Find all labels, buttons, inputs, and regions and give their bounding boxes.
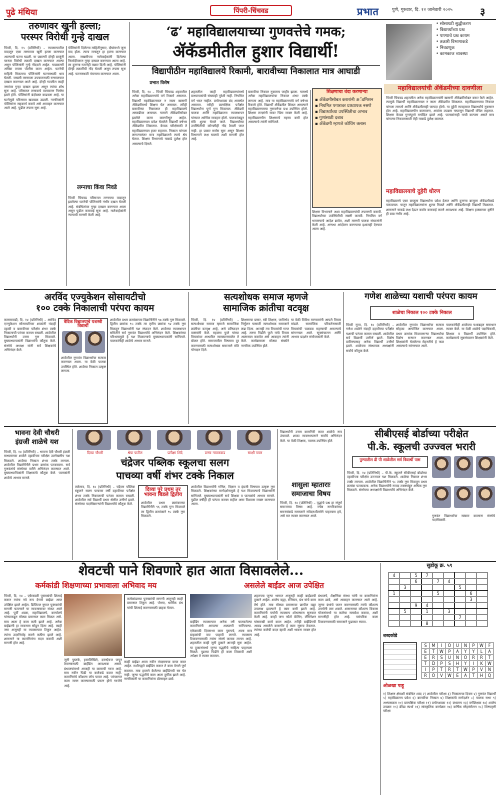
word-search-cell: T — [470, 673, 478, 679]
satyashodhak-body-1: पिंपरी, दि. १४ (प्रतिनिधी) – सत्यशोधक समाज म्हणजे सामाजिक क्रांतीचा वटवृक्ष आहे, असे प्रतिपादन वक्त्यांनी केले. महात्मा फुले यांच्या विचारांवर आधारित व्याख्यानमालेत ते बोलत होते. समाजातील विषमता दूर करण्यासाठी सत्यशोधक समाजाने मोठे योगदान दिले. — [191, 318, 239, 353]
topper-name: दिव्या चौधरी — [86, 451, 104, 455]
word-search-cell: I — [470, 661, 478, 667]
cbse-photo-caption: गुणवंत विद्यार्थ्यांचा सत्कार करताना संस्थेचे पदाधिकारी. — [432, 514, 495, 523]
word-search-cell: P — [438, 661, 446, 667]
mid-body-top: विद्यार्थ्यांनी उत्तम कामगिरी करत शाळेचे नाव उंचावले. शाळा व्यवस्थापनाने सर्वांचे अभिनंदन केले. या वेळी शिक्षक, पालक उपस्थित होते. — [280, 430, 342, 443]
toppers-strip — [75, 429, 275, 457]
ganesh-sub-box — [370, 306, 474, 320]
lead-headline: ॲकॅडमीतील हुशार विद्यार्थी! — [172, 41, 340, 61]
crossword-art — [383, 642, 419, 682]
binder-photo-2 — [190, 594, 252, 618]
highlight-point: ▪ गुणांसाठी दबाव — [315, 115, 344, 121]
lead-byline: प्रभात विशेष — [149, 81, 170, 86]
word-search-row — [422, 649, 494, 655]
word-search-cell: Q — [486, 673, 494, 679]
word-search-cell: A — [486, 649, 494, 655]
satyashodhak-headline-2: सामाजिक क्रांतीचा वटवृक्ष — [223, 303, 309, 314]
sudoku-cell: 5 — [400, 609, 411, 615]
bottom-sub-2: असलेले बाईंडर आज उपेक्षित — [244, 581, 324, 590]
student-photo — [62, 331, 82, 353]
bottom-body-5: शहराच्या जुन्या भागात अजूनही काही बाईंडरची दुकाने आहेत. शालेय वह्या, रजिस्टर, ग्रंथ यांचे काम तेथे होते. मात्र मोठ्या प्रमाणावर छापील वह्या उपलब्ध झाल्याने हे काम कमी झाले आहे. कारागिरांनी पर्यायी व्यवसाय शोधण्यास सुरुवात केली आहे. काही जण फोटो फ्रेमिंग, लॅमिनेशन यांसारखी कामे करत आहेत. तरीही बाईंडिंगची आवड असलेले कारागीर हे काम सुरूच ठेवतात. त्यांच्या कलेची कदर व्हावी अशी भावना व्यक्त होत आहे. — [254, 594, 316, 637]
word-search-cell: U — [446, 655, 454, 661]
topper-name: प्रणव गायकवाड — [204, 451, 226, 455]
column-divider — [344, 429, 345, 560]
puzzle-clues: १) शिक्षण क्षेत्राशी संबंधित शब्द २) शाळेतील परीक्षा ३) निकालाचा दिवस ४) गुणवंत विद्यार्थी ५) महाविद्यालय प्रवेश ६) बारावीचा निकाल ७) शिक्षकांचे मार्गदर्शन ८) पालक सभा ९) अभ्यासक्रम १०) प्रात्यक्षिक परीक्षा ११) प्रयोगशाळा १२) ग्रंथालय १३) वर्गशिक्षक १४) शालेय उपक्रम १५) क्रीडा स्पर्धा १६) सांस्कृतिक कार्यक्रम १७) वार्षिक स्नेहसंमेलन १८) शिष्यवृत्ती परीक्षा — [383, 692, 496, 714]
cbse-body: पिंपरी, दि. १४ (प्रतिनिधी) – पी.के. स्कूलने सीबीएसई बोर्डाच्या दहावीच्या परीक्षेत उज्ज्वल यश मिळवले. शाळेचा निकाल शंभर टक्के लागला. शाळेतील विद्यार्थिनीने ९८ टक्के गुण मिळवून प्रथम क्रमांक पटकावला. अनेक विद्यार्थ्यांनी नव्वद टक्क्यांहून अधिक गुण मिळवले. संस्थेच्या अध्यक्षांनी विद्यार्थ्यांचे अभिनंदन केले. — [347, 471, 427, 493]
word-search-cell: S — [438, 655, 446, 661]
word-search-cell: S — [422, 643, 430, 649]
student-photo — [476, 486, 495, 508]
word-search-row — [422, 673, 494, 679]
right-list-item: • सोसायटी सुद्धीकरण — [436, 22, 471, 27]
word-search-cell: Y — [462, 649, 470, 655]
word-search-cell: O — [430, 673, 438, 679]
issue-date: पुणे, गुरुवार, दि. १२ जानेवारी २०२५ — [392, 8, 453, 13]
column-divider — [66, 46, 67, 286]
edition-label: पिंपरी-चिंचवड — [233, 7, 269, 15]
lead-kicker: ‘ढ’ महाविद्यालयाच्या गुणवत्तेचे गमक; — [166, 25, 346, 40]
word-search-cell: E — [422, 655, 430, 661]
word-search-cell: R — [430, 655, 438, 661]
cbse-sub-box — [352, 456, 428, 468]
topper-photo — [197, 430, 231, 450]
sudoku-cell: 3 — [466, 597, 477, 603]
banner-body-1: तळेगाव, दि. १४ (प्रतिनिधी) – चंद्रेजर पब्लिक स्कूलने सलग पाचव्या वर्षी दहावीच्या परीक्षेत शंभर टक्के निकालाची परंपरा कायम राखली. शाळेतील सर्व विद्यार्थी प्रथम श्रेणीत उत्तीर्ण झाले. संस्थेच्या पदाधिकाऱ्यांनी विद्यार्थ्यांचे कौतुक केले. — [75, 485, 135, 507]
word-search-cell: T — [422, 661, 430, 667]
word-search-row — [422, 667, 494, 673]
word-search-cell: D — [430, 661, 438, 667]
arvind-headline: अरविंद एज्युकेशन सोसायटीचो — [44, 292, 146, 303]
sudoku-cell: 5 — [433, 591, 444, 597]
word-search-cell: H — [478, 673, 486, 679]
satyashodhak-body-2: शिक्षणाचा प्रसार, स्त्री शिक्षण, जातिभेद निर्मूलन यासाठी सत्यशोधक समाजाने लढा दिला. आजही त्या विचारांची गरज आहे. तरुण पिढीने फुले यांचे विचार आत्मसात करावेत असे आवाहन त्यांनी केले. कार्यक्रमाला मोठ्या संख्येने नागरिक उपस्थित होते. — [241, 318, 289, 348]
lead-highlight-box — [312, 88, 382, 208]
highlight-point: ▪ ॲकॅडमीसोबत करारांनी अॅडमिशन — [315, 97, 374, 103]
sudoku-cell — [400, 621, 411, 627]
word-search-cell: U — [454, 643, 462, 649]
word-search-cell: W — [478, 643, 486, 649]
topper-name: साक्षी पवार — [247, 451, 263, 455]
bottom-body-3: काही बाईंडर आता नवीन तंत्रज्ञानाचा वापर करत आहेत. मशीनद्वारे बाईंडिंग करून ते काम वेगाने पूर्ण करतात. मात्र हाताने केलेल्या बाईंडिंगची सर येत नाही. जुन्या पद्धतीचे काम आता दुर्मीळ झाले आहे. नागरिकांनी या कारागिरांना प्रोत्साहन द्यावे. — [124, 660, 186, 682]
sudoku-cell: 1 — [389, 591, 400, 597]
word-search — [421, 642, 494, 679]
word-search-cell: M — [430, 643, 438, 649]
left-top-body-1: पिंपरी, दि. १५ (प्रतिनिधी) – व्यवसायातील वादातून एका तरुणावर खुनी हल्ला करण्यात आल्याची घटना घडली. या प्रकरणी दोन्ही बाजूंनी परस्पर विरोधी तक्रारी दाखल करण्यात आल्या असून पोलिसांनी गुन्हे नोंदवले आहेत. याप्रकरणी अधिक तपास पोलीस करत आहेत. घटनेची माहिती मिळताच पोलिसांनी घटनास्थळी धाव घेतली. जखमी तरुणाला उपचारासाठी रुग्णालयात दाखल करण्यात आले आहे. दोन्ही गटातील काही जणांवर गुन्हा दाखल झाला असून त्यांचा शोध सुरू आहे. परिसरात तणावाचे वातावरण निर्माण झाले होते. पोलिसांनी बंदोबस्त वाढवला आहे. या घटनेमुळे परिसरात खळबळ उडाली. नागरिकांनी पोलिसांना सहकार्य करावे असे आवाहन करण्यात आले आहे. पुढील तपास सुरू आहे. — [4, 46, 64, 111]
masthead-rule — [4, 19, 496, 20]
column-divider — [246, 90, 247, 286]
sudoku-cell: 5 — [455, 585, 466, 591]
column-divider — [277, 429, 278, 560]
lead-body-1: पिंपरी, दि. १४ – पिंपरी चिंचवड शहरातील अनेक महाविद्यालयांचे वर्ग रिकामे असतात. विद्यार्थी महाविद्यालयात न जाता खासगी ॲकॅडमीमध्ये शिक्षण घेत असतात. तरीही बारावीच्या निकालात ही महाविद्यालये आघाडीवर असतात. यामागे ॲकॅडमीसोबत झालेले करार कारणीभूत आहेत. महाविद्यालयात प्रवेश घेतलेले विद्यार्थी वर्षभर ॲकॅडमीत शिकतात. केवळ परीक्षेसाठी ते महाविद्यालयात हजर राहतात. निकाल चांगला लागल्यानंतर मात्र महाविद्यालये त्याचे श्रेय घेतात. शिक्षण विभागाचे याकडे दुर्लक्ष होत असल्याचे दिसते. — [132, 90, 187, 146]
column-divider — [310, 90, 311, 286]
banner-headline-2: पाचव्या वर्षी शंभर टक्के निकाल — [116, 470, 234, 482]
cbse-headline-2: पी.के. स्कूलची उज्ज्वल भरारी — [367, 442, 476, 453]
bhavana-body: पिंपरी, दि. १४ (प्रतिनिधी) – भावना देवी चौधरी इंग्रजी माध्यमाच्या शाळेने दहावीच्या परीक्षेत उल्लेखनीय यश मिळवले. शाळेचा निकाल शंभर टक्के लागला. शाळेतील विद्यार्थिनीने प्रथम क्रमांक पटकावला. सर्व गुणवंतांचे संस्थेच्या वतीने अभिनंदन करण्यात आले. मुख्याध्यापिकांनी शिक्षकांचे कौतुक केले. पालकांनी शाळेचे आभार मानले. — [4, 450, 70, 480]
student-photo — [432, 486, 451, 508]
highlight-title: शिक्षणाचा धंदा करणाऱ्या — [326, 90, 368, 95]
sudoku-title: सुडोकू क्र. ५९ — [426, 563, 453, 569]
topper-photo — [237, 430, 271, 450]
highlight-point: ▪ ॲकॅडमी म्हणजे कोचिंग क्लास — [315, 121, 366, 127]
student-photo — [454, 486, 473, 508]
vaidik-body: शाळेतील गुणवंत विद्यार्थ्यांचा सत्कार करण्यात आला. या वेळी पालक उपस्थित होते. शाळेचा निकाल उत्कृष्ट लागला. — [61, 356, 106, 373]
word-search-cell: K — [478, 661, 486, 667]
lead-body-3: बारावीचा निकाल नुकताच जाहीर झाला. यामध्ये अनेक महाविद्यालयांचा निकाल शंभर टक्के लागला आहे. मात्र या महाविद्यालयांचे वर्ग वर्षभर रिकामे होते. विद्यार्थी ॲकॅडमीत शिकत असल्याने महाविद्यालयाच्या गुणवत्तेचा प्रश्न उपस्थित होतो. शिक्षण तज्ज्ञांनी यावर चिंता व्यक्त केली आहे. महाविद्यालयीन शिक्षणाचे महत्त्व कमी होत असल्याचे त्यांनी सांगितले. — [248, 90, 308, 125]
student-photo — [454, 456, 473, 478]
bottom-body-4: बाईंडिंग व्यवसायात अनेक वर्षे घालवलेल्या कारागिरांनी आपल्या आठवणी सांगितल्या. एकेकाळी दिवसभर काम पुरायचे, आता मात्र ग्राहकांची वाट पाहावी लागते. व्यवसाय टिकवण्यासाठी त्यांना संघर्ष करावा लागत आहे. शहरातील काही जुनी दुकाने आजही सुरू आहेत. या दुकानांमध्ये जुन्या पद्धतीचे साहित्य पाहायला मिळते. पुढच्या पिढीने ही कला शिकावी अशी अपेक्षा ते व्यक्त करतात. — [190, 620, 252, 659]
sudoku-cell: 5 — [411, 573, 422, 579]
side-body-2: महाविद्यालये एका बाजूला विद्यार्थ्यांना प्रवेश देतात आणि दुसऱ्या बाजूला ॲकॅडमीकडे पाठवतात. यातून महाविद्यालयांना शुल्क मिळते आणि ॲकॅडमीलाही विद्यार्थी मिळतात. शासनाने याकडे लक्ष देऊन कठोर कारवाई करणे आवश्यक आहे. शिक्षण हक्काच्या दृष्टीने ही बाब गंभीर आहे. — [386, 199, 494, 216]
mid-headline: शासुला म्हाताराः — [291, 481, 331, 489]
sudoku-cell: 4 — [422, 603, 433, 609]
side-body-1: पिंपरी चिंचवड शहरातील अनेक महाविद्यालयांनी खासगी ॲकॅडमींसोबत करार केले आहेत. त्यामुळे विद्यार्थी महाविद्यालयात न जाता ॲकॅडमीत शिकतात. महाविद्यालयाचा निकाल चांगला लागतो आणि ॲकॅडमीलाही फायदा होतो. या दुहेरी व्यवहारात विद्यार्थ्यांचे नुकसान होत आहे. महाविद्यालयीन वातावरण, अवांतर उपक्रम यापासून विद्यार्थी वंचित राहतात. शिक्षण केवळ गुणांपुरते मर्यादित झाले आहे. पालकांनाही याची कल्पना असते मात्र चांगल्या निकालासाठी तेही याकडे दुर्लक्ष करतात. — [386, 96, 494, 122]
ganesh-headline: गणेश शाळेच्या यशाची परंपरा कायम — [364, 292, 478, 302]
sudoku-cell: 6 — [466, 591, 477, 597]
ganesh-body-3: पालकांनीही शाळेच्या यशाबद्दल समाधान व्यक्त केले. या वेळी शाळेचे पदाधिकारी, शिक्षक व विद्यार्थी उपस्थित होते. कार्यक्रमाचे सूत्रसंचालन शिक्षकांनी केले. — [446, 323, 496, 340]
column-divider — [72, 429, 73, 560]
crossword-grid — [383, 642, 417, 680]
word-search-row — [422, 661, 494, 667]
sudoku-cell: 8 — [422, 621, 433, 627]
side-heading-bar — [384, 84, 496, 94]
lead-rule — [132, 65, 380, 66]
word-search-cell: T — [430, 649, 438, 655]
column-divider — [129, 22, 130, 286]
word-search-cell: A — [462, 673, 470, 679]
side-subheading: महाविद्यालयाचे दुहेरी धोरण — [386, 189, 441, 195]
word-search-cell: W — [462, 667, 470, 673]
story-headline-2: परस्पर विरोधी गुन्हे दाखल — [20, 31, 110, 43]
right-list-item: • निवडणूक — [436, 46, 455, 51]
mid-body: पिंपरी, दि. १४ (प्रतिनिधी) – वृद्धांचे प्रश्न हा संपूर्ण समाजाचा विषय आहे. ज्येष्ठ नागरिकांच्या समस्यांकडे समाजाने संवेदनशीलतेने पाहायला हवे, असे मत व्यक्त करण्यात आले. — [280, 501, 342, 518]
right-list-item: • कामकाज व्यवस्था — [436, 52, 468, 57]
topper-name: प्रतीक्षा शिंदे — [167, 451, 183, 455]
cbse-headline: सीबीएसई बोर्डाच्या परीक्षेत — [374, 429, 469, 440]
word-search-cell: T — [438, 667, 446, 673]
college-photo — [386, 24, 432, 80]
sudoku-cell: 4 — [389, 573, 400, 579]
sudoku-cell: 3 — [400, 585, 411, 591]
lead-body-4: शिक्षण विभागाने अशा महाविद्यालयांची तपासणी करावी. विद्यार्थ्यांच्या उपस्थितीची सक्ती करावी. नियमित वर्ग भरवण्याचे आदेश द्यावेत, अशी मागणी पालक संघटनांनी केली आहे. अन्यथा आंदोलन करण्याचा इशाराही देण्यात आला आहे. — [312, 210, 382, 232]
cbse-photos — [430, 456, 496, 558]
column-divider — [189, 90, 190, 286]
sudoku-cell — [389, 621, 400, 627]
sudoku-cell: 7 — [455, 615, 466, 621]
topper-box — [138, 485, 188, 558]
topper-photo — [117, 430, 151, 450]
word-search-cell: T — [486, 655, 494, 661]
word-search-cell: W — [486, 661, 494, 667]
right-list-item: • विद्यार्थ्यांच्या प्रश्न — [436, 28, 465, 33]
topper-photo — [157, 430, 191, 450]
highlight-point: ▪ विद्यार्थ्यांच्या उपस्थितीचा अभाव — [315, 109, 368, 115]
word-search-cell: E — [454, 673, 462, 679]
bottom-body-1: पिंपरी, दि. १४ – एकेकाळी पुस्तकांची शिलाई करून त्यांना नवे रूप देणारे बाईंडर आज उपेक्षित झाले आहेत. डिजिटल युगात पुस्तकांची मागणी घटल्याने या व्यवसायावर संकट आले आहे. पूर्वी शाळा, महाविद्यालये, कार्यालये यांच्याकडून मोठ्या प्रमाणात काम मिळत असे. मात्र आता हे काम कमी झाले आहे. अनेक बाईंडरनी हा व्यवसाय सोडून दिला आहे. काही जण अजूनही या व्यवसायात टिकून आहेत. त्यांना उदरनिर्वाह करणे कठीण झाले आहे. शासनाने या कारागिरांना मदत करावी अशी मागणी होत आहे. — [4, 594, 62, 646]
word-search-cell: T — [454, 667, 462, 673]
left-top-body-2: पोलिसांनी दिलेल्या माहितीनुसार, दोघांमध्ये जुना वाद होता. त्याच रागातून हा हल्ला करण्यात आला. जखमीच्या नातेवाईकांनी दिलेल्या फिर्यादीवरून गुन्हा दाखल करण्यात आला आहे. तर दुसऱ्या गटानेही तक्रार दिली आहे. पोलिसांनी दोन्ही तक्रारींची नोंद घेतली असून तपास सुरू आहे. घटनास्थळी पंचनामा करण्यात आला. — [68, 46, 126, 76]
banner-headline: चंद्रेजर पब्लिक स्कूलचा सलग — [120, 457, 230, 469]
brand-logo: प्रभात — [357, 7, 379, 18]
word-search-cell: W — [438, 649, 446, 655]
topper-photo — [77, 430, 111, 450]
word-search-cell: O — [446, 643, 454, 649]
sudoku-cell: 7 — [433, 579, 444, 585]
crossword-title: शब्दकोडे — [383, 634, 398, 639]
right-list-item: • पाण्याचे प्रश्न कायम — [436, 34, 470, 39]
word-search-cell: V — [438, 673, 446, 679]
word-search-table — [421, 642, 494, 679]
lead-body-2: शहरातील काही महाविद्यालयांमध्ये प्राध्यापकांची संख्याही पुरेशी नाही. नियमित वर्ग भरत नाहीत. प्रयोगशाळा बंद अवस्थेत असतात. तरीही प्रात्यक्षिक परीक्षेत विद्यार्थ्यांना पूर्ण गुण मिळतात. ॲकॅडमी चालक आणि महाविद्यालय व्यवस्थापन यांच्यात आर्थिक व्यवहार होतो. पालकांकडून मोठे शुल्क घेतले जाते. विद्यार्थ्यांच्या उपस्थितीची कोणतीही नोंद ठेवली जात नाही. हा प्रकार सर्रास सुरू असून शिक्षण विभागाने लक्ष घालावे अशी मागणी होत आहे. — [191, 90, 244, 142]
word-search-cell: V — [478, 667, 486, 673]
word-search-cell: F — [486, 643, 494, 649]
banner-body-2: शाळेतील विद्यार्थ्यांनी गणित, विज्ञान व इंग्रजी विषयात उत्कृष्ट गुण मिळवले. शिक्षकांच्या मार्गदर्शनामुळे हे यश मिळाल्याचे विद्यार्थ्यांनी सांगितले. मुख्याध्यापकांनी सर्व शिक्षक व पालकांचे आभार मानले. पुढील वर्षीही ही परंपरा कायम राहील असा विश्वास व्यक्त करण्यात आला. — [191, 485, 275, 507]
satyashodhak-headline: सत्यशोधक समाज म्हणजे — [224, 292, 308, 303]
bottom-headline: शेवटची पाने शिवणारे हात आता विसावलेले... — [78, 563, 304, 579]
sudoku-cell — [433, 621, 444, 627]
word-search-cell: R — [478, 655, 486, 661]
lead-subhead: विद्यापीठीन महाविद्यालये रिकामी, बारावीच्या निकालात मात्र आघाडी — [151, 67, 361, 77]
side-headline: लग्नाचा किंवा निवडे — [77, 185, 117, 191]
ganesh-body-2: शाळेतील गुणवंत विद्यार्थ्यांचा सत्कार सोहळा आयोजित करण्यात आला. प्रथम क्रमांक मिळवणाऱ्या विद्यार्थ्याचा विशेष सन्मान करण्यात आला. शिक्षकांनी घेतलेल्या मेहनतीचे हे फळ असल्याचे सांगण्यात आले. — [396, 323, 444, 349]
vaidik-photo-box — [58, 318, 108, 424]
word-search-cell: S — [446, 661, 454, 667]
sudoku-cell — [444, 621, 455, 627]
bottom-body-6: ग्रंथालये, शैक्षणिक संस्था यांनी या कारागिरांना काम द्यावे, असे आवाहन करण्यात आले आहे. जुन्या ग्रंथांचे जतन करण्यासाठी त्यांचे कौशल्य उपयोगी ठरू शकते. शासनाच्या कौशल्य विकास योजनांमध्ये या कलेचा समावेश करावा, अशी मागणीही होत आहे. पारंपरिक कला टिकवण्यासाठी समाजाने पुढाकार घ्यावा. — [318, 594, 378, 624]
bhavana-headline-2: इंग्रजी शाळेचे यश — [15, 438, 59, 446]
arvind-body-2: शाळेतील प्रथम क्रमांकाच्या विद्यार्थिनीने ९७ टक्के गुण मिळवले. द्वितीय क्रमांक ९५ टक्के तर तृतीय क्रमांक ९४ टक्के गुण मिळवून विद्यार्थ्यांनी यश संपादन केले. शाळेच्या व्यवस्थापन समितीने सर्व गुणवंत विद्यार्थ्यांचे अभिनंदन केले. शिक्षकांच्या परिश्रमामुळे हे यश मिळाल्याचे मुख्याध्यापकांनी सांगितले. पालकांनीही शाळेचे आभार मानले. — [110, 318, 186, 344]
sudoku-cell — [477, 621, 488, 627]
bottom-info-text: कर्मकांडाच्या पुस्तकांची मागणी अजूनही काही प्रमाणात टिकून आहे. पोथ्या, धार्मिक ग्रंथ यांची शिलाई करण्यासाठी ग्राहक येतात. — [127, 597, 183, 610]
bottom-body-2: जुनी पुस्तके, हस्तलिखिते, दस्तऐवज जपून ठेवण्यासाठी बाईंडिंग आवश्यक असते. ग्रंथालयांमध्ये आजही या कामाची गरज आहे. मात्र नवीन पिढी या कलेकडे वळत नाही. कारागिरांचे कौशल्य लोप पावत आहे. परंपरागत कला जतन करण्यासाठी प्रयत्न होणे गरजेचे आहे. — [64, 658, 122, 688]
sudoku-cell: 6 — [411, 579, 422, 585]
word-search-cell: P — [446, 649, 454, 655]
sudoku-cell: 4 — [444, 579, 455, 585]
word-search-cell: P — [430, 667, 438, 673]
word-search-cell: Y — [470, 649, 478, 655]
column-divider — [343, 292, 344, 424]
student-photo — [476, 456, 495, 478]
word-search-heading: ओळखा पाहू — [383, 684, 404, 689]
word-search-cell: E — [422, 649, 430, 655]
satyashodhak-body-3: या वेळी विविध मान्यवरांनी आपले विचार मांडले. सामाजिक परिवर्तनासाठी विचारांची चळवळ महत्त्वाची असल्याचे सांगण्यात आले. सूत्रसंचालन आणि आभार प्रदर्शन संयोजकांनी केले. — [291, 318, 341, 340]
sudoku-cell — [466, 621, 477, 627]
word-search-cell: P — [470, 667, 478, 673]
student-photo — [85, 331, 105, 353]
section-label: पुढे मंथिया — [6, 7, 38, 17]
ganesh-sub: शाळेचा निकाल १०० टक्के निकाल — [392, 310, 452, 316]
topper-box-text: दिव्या पुरे प्रथम तर भावना बिडले द्वितीय — [144, 487, 182, 499]
word-search-cell: P — [470, 643, 478, 649]
word-search-cell: I — [422, 667, 430, 673]
topper-name: श्रेया पाटील — [127, 451, 143, 455]
sudoku-cell — [411, 621, 422, 627]
cbse-sub: पुण्यातील डी पी शाळेतील सर्व विद्यार्थी पास — [359, 457, 421, 462]
sudoku-cell: 9 — [411, 603, 422, 609]
topper-box-body: शाळेतील प्रथम क्रमांकाच्या विद्यार्थिनीने ९६ टक्के गुण मिळवले तर द्वितीय क्रमांकाने ९५ टक्के गुण मिळवले. — [141, 500, 185, 518]
bottom-info-box — [124, 594, 186, 658]
sudoku-table — [388, 572, 488, 627]
side-heading: महाविद्यालयांची ॲकॅडमीच्या दावणीला — [397, 85, 483, 92]
word-search-cell: R — [470, 655, 478, 661]
row-rule — [4, 426, 496, 427]
word-search-cell: N — [462, 643, 470, 649]
word-search-cell: H — [454, 661, 462, 667]
word-search-cell: W — [446, 673, 454, 679]
sudoku-grid — [388, 572, 488, 627]
bhavana-headline: भावना देवी चौधरी — [14, 429, 60, 437]
word-search-cell: L — [478, 649, 486, 655]
column-divider — [188, 292, 189, 424]
mid-headline-2: समाजाचा विषय — [291, 490, 331, 498]
column-divider — [380, 563, 381, 795]
word-search-row — [422, 643, 494, 649]
sudoku-cell: 7 — [422, 573, 433, 579]
sudoku-cell: 1 — [422, 609, 433, 615]
word-search-cell: I — [438, 643, 446, 649]
word-search-cell: N — [486, 667, 494, 673]
ganesh-body-1: पिंपरी गुरव, दि. १४ (प्रतिनिधी) – गणेश शाळेने यंदाही दहावीच्या परीक्षेत यशाची परंपरा कायम राखली. शाळेतील सर्व विद्यार्थी उत्तीर्ण झाले. विशेष प्राविण्यासह अनेक विद्यार्थी उत्तीर्ण झाले. शाळेच्या संस्थापक अध्यक्षांनी सर्वांचे कौतुक केले. — [346, 323, 394, 353]
word-search-cell: R — [446, 667, 454, 673]
left-top-body-3: पिंपरी चिंचवड परिसरात लग्नाच्या वादातून झालेल्या घटनेची पोलिसांनी गंभीर दखल घेतली आहे. संबंधितांवर गुन्हा दाखल करण्यात आला असून पुढील कारवाई सुरू आहे. नातेवाईकांनी न्यायाची मागणी केली आहे. — [68, 196, 126, 218]
page-number: ३ — [480, 7, 486, 18]
student-photo — [432, 456, 451, 478]
sudoku-cell — [455, 621, 466, 627]
left-top-story — [4, 22, 126, 43]
word-search-cell: O — [462, 655, 470, 661]
word-search-cell: R — [422, 673, 430, 679]
word-search-cell: A — [454, 649, 462, 655]
sudoku-row — [389, 621, 488, 627]
arvind-headline-2: १०० टक्के निकालाची परंपरा कायम — [35, 303, 155, 314]
story-headline: तरुणावर खुनी हल्ला; — [28, 21, 102, 32]
edition-badge — [210, 5, 292, 16]
arvind-body-1: कासारवाडी, दि. १४ (प्रतिनिधी) – अरविंद एज्युकेशन सोसायटीच्या शाळांनी यंदाही दहावी व बारावीच्या परीक्षेत शंभर टक्के निकालाची परंपरा कायम राखली. शाळेतील विद्यार्थ्यांनी उत्तम गुण मिळवले. मुख्याध्यापकांनी विद्यार्थ्यांचे कौतुक केले. संस्थेचे अध्यक्ष यांनी सर्व शिक्षकांचे अभिनंदन केले. — [4, 318, 56, 353]
word-search-cell: Y — [462, 661, 470, 667]
right-list-item: • तक्रारी विभागाकडे — [436, 40, 468, 45]
binder-photo — [64, 594, 122, 656]
word-search-cell: N — [454, 655, 462, 661]
sudoku-cell: 3 — [444, 609, 455, 615]
row-rule — [4, 561, 496, 562]
vaidik-caption: वैदिक विद्यालयाचे यशस्वी विद्यार्थी — [63, 319, 103, 329]
bottom-sub-1: कर्मकांडी शिक्षणाच्या प्रभावाला अभिवाद मय — [35, 581, 157, 590]
highlight-point: ▪ नियमित पगारावर प्राध्यापक नसणे — [315, 103, 372, 109]
row-rule — [4, 289, 496, 290]
word-search-row — [422, 655, 494, 661]
